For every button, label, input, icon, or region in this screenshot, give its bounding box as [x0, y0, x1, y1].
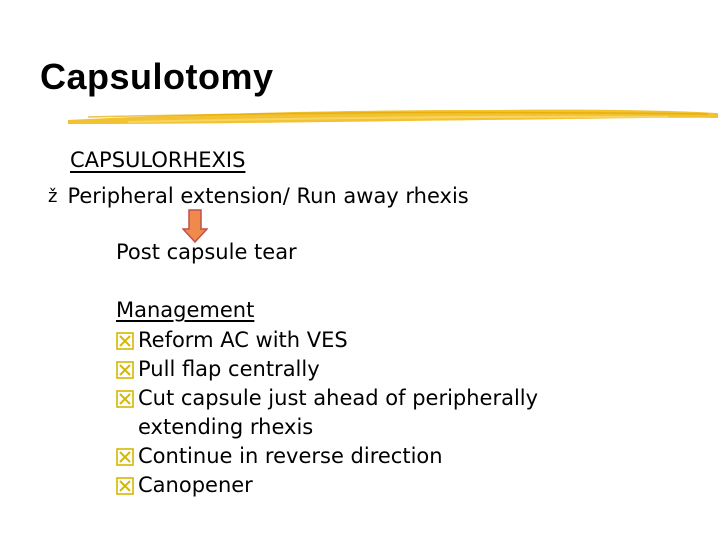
list-item: [116, 471, 558, 500]
main-bullet: [48, 184, 469, 208]
slide-title: Capsulotomy: [40, 56, 274, 97]
x-box-bullet-icon: [116, 448, 134, 466]
list-item: [116, 384, 558, 442]
management-item-text: Continue in reverse direction: [138, 444, 443, 468]
list-item: [116, 442, 558, 471]
management-item-text: Canopener: [138, 473, 253, 497]
management-list: [116, 326, 558, 500]
x-box-bullet-icon: [116, 332, 134, 350]
list-item: [116, 355, 558, 384]
down-arrow-icon: [182, 209, 208, 243]
main-bullet-text: Peripheral extension/ Run away rhexis: [67, 184, 469, 208]
x-box-bullet-icon: [116, 477, 134, 495]
management-item-text: Pull flap centrally: [138, 357, 320, 381]
list-item: [116, 326, 558, 355]
post-capsule-tear-text: Post capsule tear: [116, 240, 297, 264]
z-bullet-icon: ž: [48, 185, 58, 207]
capsulorhexis-heading: CAPSULORHEXIS: [70, 148, 246, 172]
management-item-text: Cut capsule just ahead of peripherally extending rhexis: [138, 386, 539, 439]
title-underline-brush-stroke: [68, 104, 718, 130]
x-box-bullet-icon: [116, 361, 134, 379]
management-item-text: Reform AC with VES: [138, 328, 348, 352]
management-heading: Management: [116, 298, 255, 322]
x-box-bullet-icon: [116, 390, 134, 408]
